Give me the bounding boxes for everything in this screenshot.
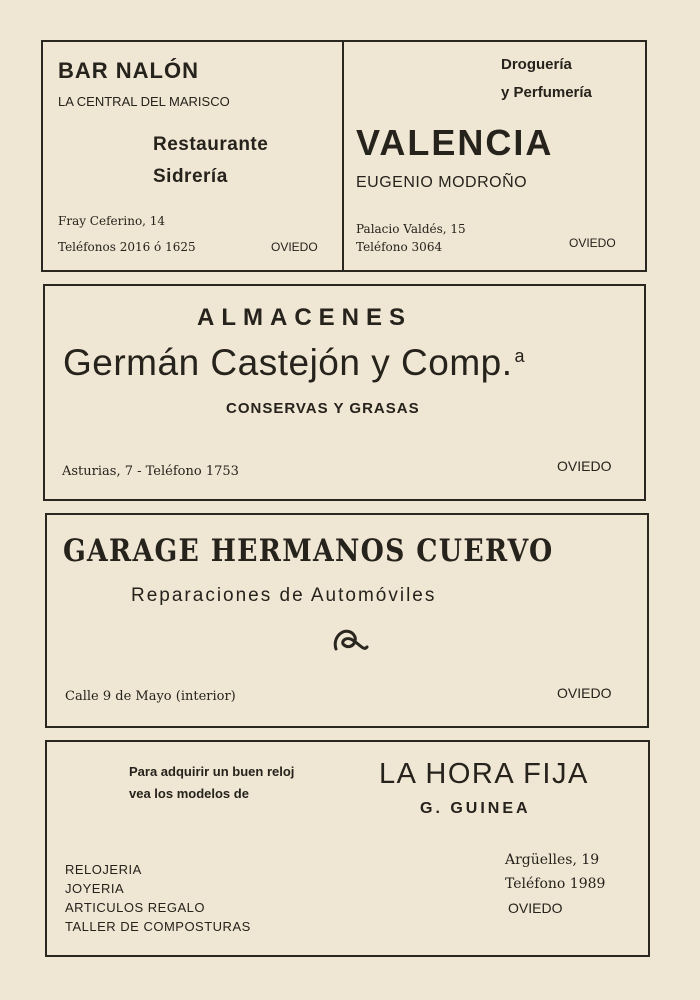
drogueria-city: OVIEDO (569, 236, 616, 250)
drogueria-name: VALENCIA (356, 122, 554, 163)
garage-name: GARAGE HERMANOS CUERVO (63, 533, 554, 569)
reloj-promo-line2: vea los modelos de (129, 786, 249, 801)
bar-nalon-city: OVIEDO (271, 240, 318, 254)
drogueria-line2: y Perfumería (501, 84, 592, 101)
garage-address: Calle 9 de Mayo (interior) (65, 689, 236, 704)
reloj-item: TALLER DE COMPOSTURAS (65, 919, 251, 934)
drogueria-owner: EUGENIO MODROÑO (356, 174, 528, 191)
reloj-item: RELOJERIA (65, 862, 142, 877)
garage-ornament-icon (330, 623, 370, 657)
drogueria-phone: Teléfono 3064 (356, 240, 443, 254)
ad-box-la-hora-fija (45, 740, 650, 957)
drogueria-address: Palacio Valdés, 15 (356, 222, 466, 236)
bar-nalon-sidreria: Sidrería (153, 166, 228, 187)
ad-box-garage (45, 513, 649, 728)
reloj-item: JOYERIA (65, 881, 125, 896)
reloj-city: OVIEDO (508, 900, 563, 916)
almacenes-address: Asturias, 7 - Teléfono 1753 (62, 464, 239, 479)
reloj-promo-line1: Para adquirir un buen reloj (129, 764, 295, 779)
garage-subtitle: Reparaciones de Automóviles (131, 585, 437, 606)
reloj-name: LA HORA FIJA (379, 758, 589, 790)
ad-divider (342, 40, 344, 272)
almacenes-name (63, 342, 525, 384)
reloj-phone: Teléfono 1989 (505, 876, 606, 892)
almacenes-subtitle: CONSERVAS Y GRASAS (226, 400, 420, 417)
reloj-address: Argüelles, 19 (505, 852, 600, 868)
drogueria-line1: Droguería (501, 56, 572, 73)
ad-box-bar-nalon-drogueria (41, 40, 647, 272)
bar-nalon-address: Fray Ceferino, 14 (58, 214, 166, 228)
bar-nalon-restaurante: Restaurante (153, 134, 269, 155)
almacenes-name-text: Germán Castejón y Comp. (63, 342, 513, 383)
reloj-item: ARTICULOS REGALO (65, 900, 205, 915)
bar-nalon-name: BAR NALÓN (58, 58, 199, 83)
almacenes-heading: ALMACENES (197, 304, 413, 331)
almacenes-city: OVIEDO (557, 458, 612, 474)
garage-city: OVIEDO (557, 685, 612, 701)
bar-nalon-phones: Teléfonos 2016 ó 1625 (58, 240, 196, 254)
reloj-owner: G. GUINEA (420, 800, 531, 817)
almacenes-superscript: a (514, 345, 526, 366)
ad-box-almacenes (43, 284, 646, 501)
bar-nalon-tagline: LA CENTRAL DEL MARISCO (58, 94, 230, 109)
